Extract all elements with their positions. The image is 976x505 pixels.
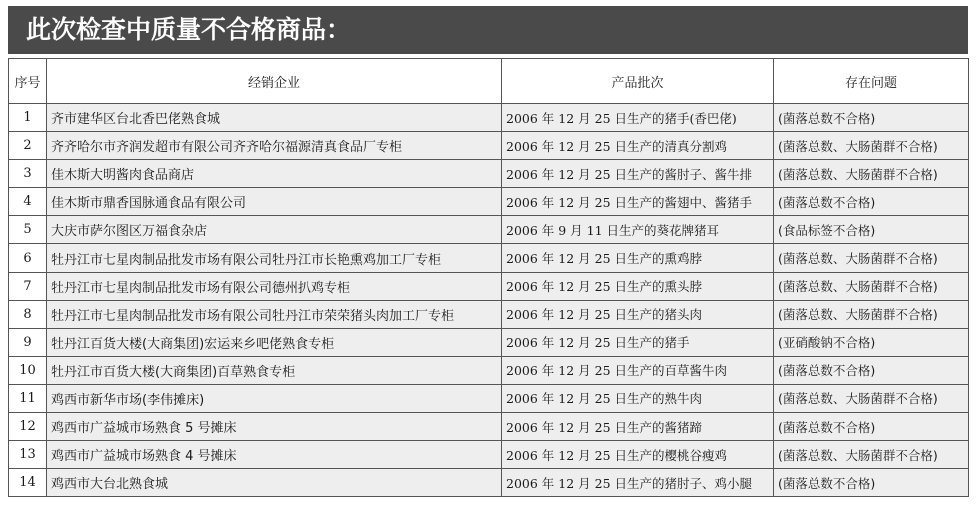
table-row xyxy=(9,356,969,384)
batch-cell: 2006 年 12 月 25 日生产的熏头脖 xyxy=(502,272,774,300)
serial-no-cell: 13 xyxy=(9,441,47,469)
header-batch: 产品批次 xyxy=(502,59,774,104)
table-row xyxy=(9,328,969,356)
issue-cell: (菌落总数、大肠菌群不合格) xyxy=(774,384,969,412)
table-row xyxy=(9,104,969,132)
company-cell: 鸡西市大台北熟食城 xyxy=(47,469,502,497)
batch-cell: 2006 年 12 月 25 日生产的熏鸡脖 xyxy=(502,244,774,272)
issue-cell: (菌落总数、大肠菌群不合格) xyxy=(774,132,969,160)
company-cell: 牡丹江市七星肉制品批发市场有限公司牡丹江市荣荣猪头肉加工厂专柜 xyxy=(47,300,502,328)
issue-cell: (菌落总数、大肠菌群不合格) xyxy=(774,300,969,328)
company-cell: 大庆市萨尔图区万福食杂店 xyxy=(47,216,502,244)
table-row xyxy=(9,300,969,328)
table-row xyxy=(9,272,969,300)
batch-cell: 2006 年 12 月 25 日生产的猪手 xyxy=(502,328,774,356)
company-cell: 齐齐哈尔市齐润发超市有限公司齐齐哈尔福源清真食品厂专柜 xyxy=(47,132,502,160)
issue-cell: (菌落总数、大肠菌群不合格) xyxy=(774,441,969,469)
company-cell: 牡丹江市七星肉制品批发市场有限公司牡丹江市长艳熏鸡加工厂专柜 xyxy=(47,244,502,272)
header-serial-no: 序号 xyxy=(9,59,47,104)
table-row xyxy=(9,384,969,412)
batch-cell: 2006 年 12 月 25 日生产的猪肘子、鸡小腿 xyxy=(502,469,774,497)
issue-cell: (菌落总数不合格) xyxy=(774,188,969,216)
header-company: 经销企业 xyxy=(47,59,502,104)
issue-cell: (亚硝酸钠不合格) xyxy=(774,328,969,356)
serial-no-cell: 8 xyxy=(9,300,47,328)
page-title: 此次检查中质量不合格商品： xyxy=(8,6,968,54)
serial-no-cell: 10 xyxy=(9,356,47,384)
issue-cell: (菌落总数、大肠菌群不合格) xyxy=(774,244,969,272)
serial-no-cell: 7 xyxy=(9,272,47,300)
serial-no-cell: 4 xyxy=(9,188,47,216)
serial-no-cell: 9 xyxy=(9,328,47,356)
serial-no-cell: 12 xyxy=(9,413,47,441)
company-cell: 齐市建华区台北香巴佬熟食城 xyxy=(47,104,502,132)
company-cell: 佳木斯大明酱肉食品商店 xyxy=(47,160,502,188)
table-row xyxy=(9,441,969,469)
company-cell: 鸡西市广益城市场熟食 5 号摊床 xyxy=(47,413,502,441)
table-row xyxy=(9,132,969,160)
unqualified-products-table xyxy=(8,58,969,497)
serial-no-cell: 5 xyxy=(9,216,47,244)
batch-cell: 2006 年 12 月 25 日生产的猪头肉 xyxy=(502,300,774,328)
batch-cell: 2006 年 12 月 25 日生产的猪手(香巴佬) xyxy=(502,104,774,132)
company-cell: 牡丹江市七星肉制品批发市场有限公司德州扒鸡专柜 xyxy=(47,272,502,300)
serial-no-cell: 1 xyxy=(9,104,47,132)
table-row xyxy=(9,469,969,497)
serial-no-cell: 14 xyxy=(9,469,47,497)
batch-cell: 2006 年 12 月 25 日生产的樱桃谷瘦鸡 xyxy=(502,441,774,469)
company-cell: 鸡西市广益城市场熟食 4 号摊床 xyxy=(47,441,502,469)
batch-cell: 2006 年 12 月 25 日生产的酱猪蹄 xyxy=(502,413,774,441)
table-header-row xyxy=(9,59,969,104)
batch-cell: 2006 年 9 月 11 日生产的葵花牌猪耳 xyxy=(502,216,774,244)
issue-cell: (菌落总数、大肠菌群不合格) xyxy=(774,272,969,300)
issue-cell: (食品标签不合格) xyxy=(774,216,969,244)
batch-cell: 2006 年 12 月 25 日生产的酱翅中、酱猪手 xyxy=(502,188,774,216)
issue-cell: (菌落总数不合格) xyxy=(774,104,969,132)
batch-cell: 2006 年 12 月 25 日生产的百草酱牛肉 xyxy=(502,356,774,384)
issue-cell: (菌落总数不合格) xyxy=(774,413,969,441)
table-row xyxy=(9,244,969,272)
batch-cell: 2006 年 12 月 25 日生产的熟牛肉 xyxy=(502,384,774,412)
header-issue: 存在问题 xyxy=(774,59,969,104)
issue-cell: (菌落总数、大肠菌群不合格) xyxy=(774,160,969,188)
serial-no-cell: 6 xyxy=(9,244,47,272)
batch-cell: 2006 年 12 月 25 日生产的清真分割鸡 xyxy=(502,132,774,160)
issue-cell: (菌落总数不合格) xyxy=(774,356,969,384)
company-cell: 佳木斯市鼎香国脉通食品有限公司 xyxy=(47,188,502,216)
table-row xyxy=(9,216,969,244)
table-row xyxy=(9,188,969,216)
batch-cell: 2006 年 12 月 25 日生产的酱肘子、酱牛排 xyxy=(502,160,774,188)
serial-no-cell: 2 xyxy=(9,132,47,160)
serial-no-cell: 3 xyxy=(9,160,47,188)
company-cell: 牡丹江市百货大楼(大商集团)百草熟食专柜 xyxy=(47,356,502,384)
issue-cell: (菌落总数不合格) xyxy=(774,469,969,497)
company-cell: 牡丹江百货大楼(大商集团)宏运来乡吧佬熟食专柜 xyxy=(47,328,502,356)
table-row xyxy=(9,413,969,441)
table-row xyxy=(9,160,969,188)
company-cell: 鸡西市新华市场(李伟摊床) xyxy=(47,384,502,412)
serial-no-cell: 11 xyxy=(9,384,47,412)
